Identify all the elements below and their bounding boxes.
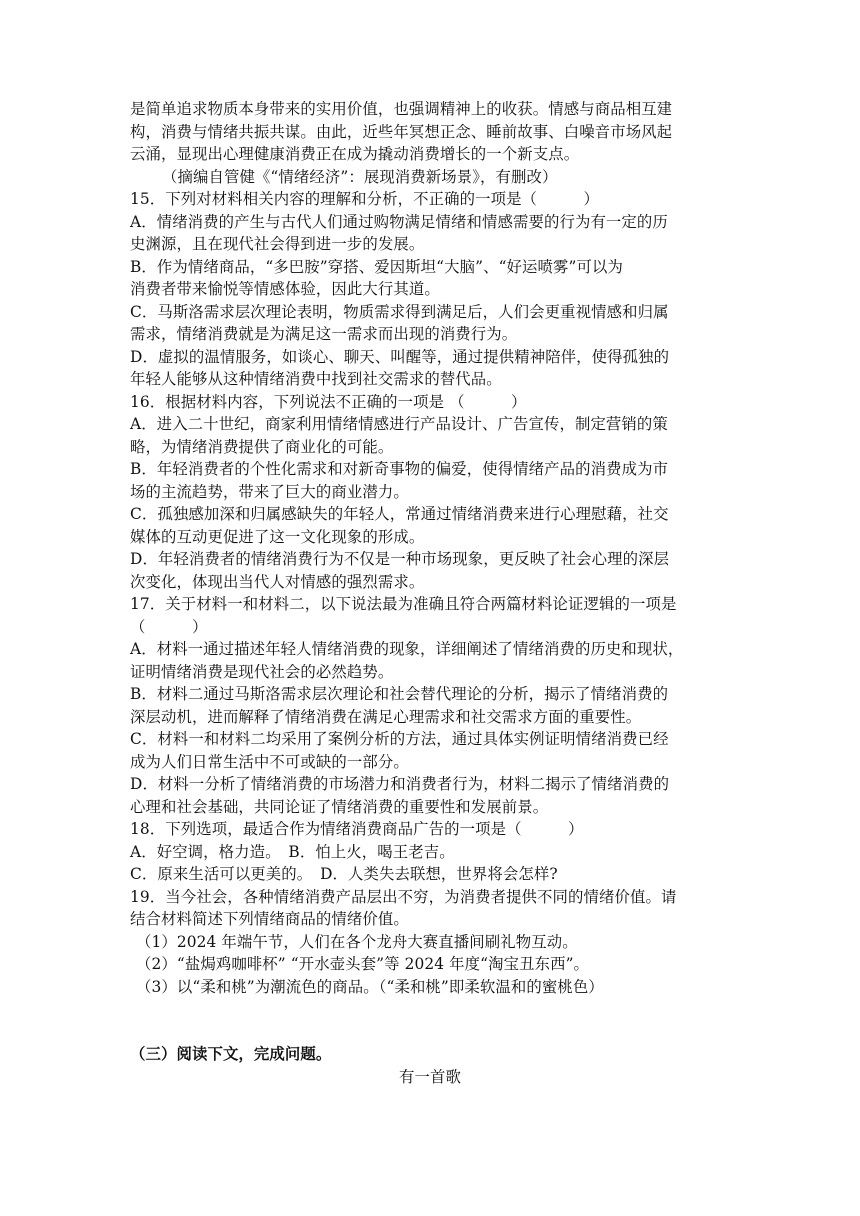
q15-option-d: D．虚拟的温情服务，如谈心、聊天、叫醒等，通过提供精神陪伴，使得孤独的 [130,347,670,366]
q15-option-a: A．情绪消费的产生与古代人们通过购物满足情绪和情感需要的行为有一定的历 [130,212,668,231]
question-19-stem: 19．当今社会，各种情绪消费产品层出不穷，为消费者提供不同的情绪价值。请 [130,887,677,906]
q17-option-c: C．材料一和材料二均采用了案例分析的方法，通过具体实例证明情绪消费已经 [130,730,669,748]
question-17-answer-blank: （ ） [130,617,208,636]
q17-option-d: D．材料一分析了情绪消费的市场潜力和消费者行为，材料二揭示了情绪消费的 [130,775,670,793]
q18-options-row-1: A．好空调，格力造。 B．怕上火，喝王老吉。 [130,842,455,861]
q16-option-c-cont: 媒体的互动更促进了这一文化现象的形成。 [130,527,425,546]
document-page [130,98,730,1088]
q16-option-d: D．年轻消费者的情绪消费行为不仅是一种市场现象，更反映了社会心理的深层 [130,550,670,568]
q16-option-c: C．孤独感加深和归属感缺失的年轻人，常通过情绪消费来进行心理慰藉，社交 [130,505,669,523]
q16-option-a: A．进入二十世纪，商家利用情绪情感进行产品设计、广告宣传，制定营销的策 [130,415,668,433]
q15-option-a-cont: 史渊源，且在现代社会得到进一步的发展。 [130,235,425,253]
q18-options-row-2: C．原来生活可以更美的。 D．人类失去联想，世界将会怎样? [130,865,558,883]
q17-option-b-cont: 深层动机，进而解释了情绪消费在满足心理需求和社交需求方面的重要性。 [130,707,642,726]
q17-option-c-cont: 成为人们日常生活中不可或缺的一部分。 [130,752,409,771]
poem-title: 有一首歌 [399,1067,461,1086]
spacer [130,998,730,1043]
q15-option-d-cont: 年轻人能够从这种情绪消费中找到社交需求的替代品。 [130,370,502,388]
q19-item-3: （3）以“柔和桃”为潮流色的商品。（“柔和桃”即柔软温和的蜜桃色） [136,977,604,996]
q17-option-b: B．材料二通过马斯洛需求层次理论和社会替代理论的分析，揭示了情绪消费的 [130,685,669,703]
question-17-stem: 17．关于材料一和材料二，以下说法最为准确且符合两篇材料论证逻辑的一项是 [130,595,677,613]
passage-line: 构，消费与情绪共振共谋。由此，近些年冥想正念、睡前故事、白噪音市场风起 [130,122,673,141]
q17-option-d-cont: 心理和社会基础，共同论证了情绪消费的重要性和发展前景。 [130,797,549,816]
source-citation: （摘编自管健《“情绪经济”：展现消费新场景》，有删改） [162,167,558,186]
passage-line: 云涌，显现出心理健康消费正在成为撬动消费增长的一个新支点。 [130,145,580,163]
q17-option-a-cont: 证明情绪消费是现代社会的必然趋势。 [130,662,394,681]
q16-option-d-cont: 次变化，体现出当代人对情感的强烈需求。 [130,572,425,591]
q16-option-a-cont: 略，为情绪消费提供了商业化的可能。 [130,437,394,456]
q19-item-2: （2）“盐焗鸡咖啡杯” “开水壶头套”等 2024 年度“淘宝丑东西”。 [136,955,590,973]
q15-option-b: B．作为情绪商品，“多巴胺”穿搭、爱因斯坦“大脑”、“好运喷雾”可以为 [130,257,623,276]
q15-option-c: C．马斯洛需求层次理论表明，物质需求得到满足后，人们会更重视情感和归属 [130,302,669,321]
q15-option-c-cont: 需求，情绪消费就是为满足这一需求而出现的消费行为。 [130,325,518,343]
q19-item-1: （1）2024 年端午节，人们在各个龙舟大赛直播间刷礼物互动。 [136,932,578,951]
q15-option-b-cont: 消费者带来愉悦等情感体验，因此大行其道。 [130,280,440,298]
question-19-stem-cont: 结合材料简述下列情绪商品的情绪价值。 [130,910,409,928]
question-16-stem: 16．根据材料内容，下列说法不正确的一项是 （ ） [130,392,527,411]
q16-option-b-cont: 场的主流趋势，带来了巨大的商业潜力。 [130,482,409,501]
question-15-stem: 15．下列对材料相关内容的理解和分析，不正确的一项是（ ） [130,190,600,208]
q16-option-b: B．年轻消费者的个性化需求和对新奇事物的偏爱，使得情绪产品的消费成为市 [130,460,669,478]
q17-option-a: A．材料一通过描述年轻人情绪消费的现象，详细阐述了情绪消费的历史和现状， [130,640,684,658]
question-18-stem: 18．下列选项，最适合作为情绪消费商品广告的一项是（ ） [130,820,584,838]
passage-line: 是简单追求物质本身带来的实用价值，也强调精神上的收获。情感与商品相互建 [130,100,673,118]
section-3-heading: （三）阅读下文，完成问题。 [130,1045,332,1063]
